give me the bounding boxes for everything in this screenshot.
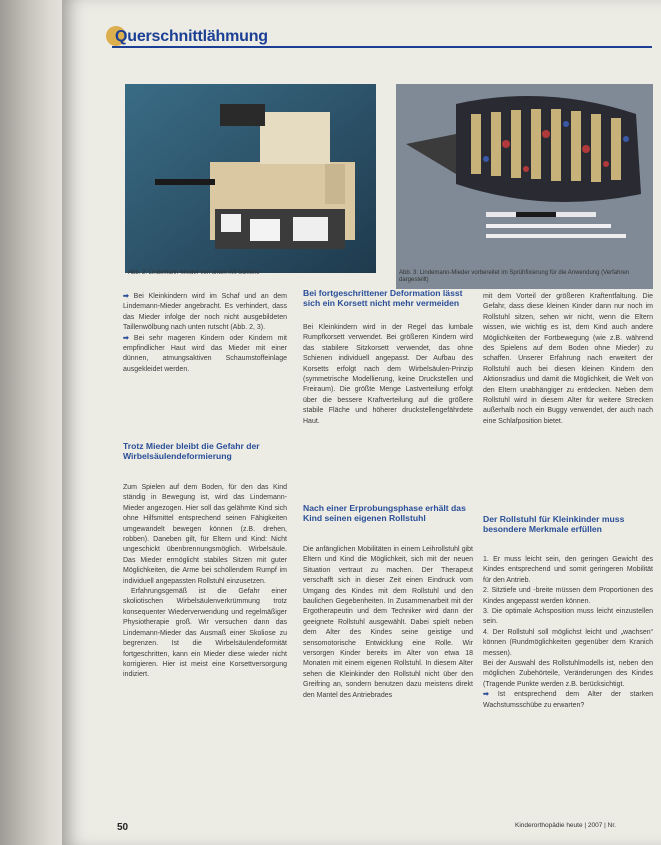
figure-1-caption: Abb. 2: Lindemann-Mieder von unten mit Schiene <box>128 270 260 276</box>
figure-2-drawing <box>396 84 653 289</box>
list-item: 1. Er muss leicht sein, den geringen Gewicht des Kindes entsprechend und somit geringeren Mobilität für den Antrieb. <box>483 556 653 584</box>
col3-bullet <box>483 690 653 711</box>
col3-paragraph-1: mit dem Vorteil der größeren Kraftentfaltung. Die Gefahr, dass diese kleinen Kinder dann nur noch im Rollstuhl sitzen, sehen wir nicht, wenn die Eltern wissen, wie wichtig es ist, dem Kind auch andere Möglichkeiten der Fortbewegung (wie z.B. während des Spielens auf dem Boden ohne Mieder) zu schaffen. Unserer Erfahrung nach erweitert der Rollstuhl auch bei diesen kleinen Kindern den Aktionsradius und damit die Möglichkeit, die Welt von den Eltern unabhängiger zu entdecken. Neben dem Rollstuhl wird in diesem Alter für weitere Strecken außerhalb noch ein Buggy verwendet, der auch nach eine Schlafposition bietet. <box>483 293 653 425</box>
magazine-footer: Kinderorthopädie heute | 2007 | Nr. <box>515 822 616 829</box>
list-item: 4. Der Rollstuhl soll möglichst leicht und „wachsen“ können (Rundmöglichkeiten gegenüber dem Kranich messen). <box>483 628 653 657</box>
col2-paragraph-2: Die anfänglichen Mobilitäten in einem Leihrollstuhl gibt Eltern und Kind die Möglichkeit, sich mit der neuen Situation vertraut zu machen. Der Therapeut verschafft sich in dieser Zeit einen Eindruck vom Umgang des Kindes mit dem Rollstuhl und den baulichen Gegebenheiten. In Zusammenarbeit mit der Ergotherapeutin und dem Techniker wird dann der geeignete Rollstuhl ausgewählt. Dabei spielt neben dem Alter des Kindes seine geistige und sensomotorische Entwicklung eine Rolle. Wir versorgen Kinder bereits im Alter von etwa 18 Monaten mit einem eigenen Rollstuhl. In diesem Alter sehen die Kleinkinder den Rollstuhl nicht über den Greifring an, sondern benutzen dazu meistens direkt den Mantel des Antriebrades <box>303 546 473 699</box>
arrow-bullet-icon: ➡ <box>123 293 129 300</box>
col1-heading: Trotz Mieder bleibt die Gefahr der Wirbelsäulendeformierung <box>123 441 260 461</box>
list-item: 3. Die optimale Achsposition muss leicht einzustellen sein. <box>483 608 653 626</box>
bullet-1-text: Bei Kleinkindern wird im Schaf und an dem Lindemann-Mieder angebracht. Es verhindert, dass das Mieder infolge der noch nicht ausgebildeten Taillenwölbung nach unten rutscht (Abb. 2, 3). <box>123 293 287 332</box>
col2-paragraph-1: Bei Kleinkindern wird in der Regel das lumbale Rumpfkorsett verwendet. Bei größeren Kindern wird das stabilere Sitzkorsett verwendet, das ohne Schienen individuell angepasst. Der Aufbau des Korsetts erfolgt nach dem Wirbelsäulen-Prinzip (symmetrische Modellierung, keine Druckstellen und Freiraum). Die größte Menge Lastverteilung erfolgt über die bessere Kraftverteilung auf die größere stabile Fläche und höherer druckstellengefährdete Haut. <box>303 324 473 425</box>
page-title: Querschnittlähmung <box>115 28 268 45</box>
page-number: 50 <box>117 822 129 833</box>
bullet-2-text: Bei sehr mageren Kindern oder Kindern mit empfindlicher Haut wird das Mieder mit einer dünnen, atmungsaktiven Schaumstoffeinlage ausgekleidet werden. <box>123 334 287 373</box>
col1-paragraph-2: Erfahrungsgemäß ist die Gefahr einer skoliotischen Wirbelsäulenverkrümmung trotz konsequenter Wiederverwendung und regelmäßiger Physiotherapie groß. Wir versuchen dann das Lindemann-Mieder das Ausmaß einer Skoliose zu begrenzen. Ist die Wirbelsäulendeformität fortgeschritten, kann ein Mieder diese wieder nicht korrigieren. Hier ist meist eine Korsettversorgung indiziert. <box>123 588 287 679</box>
column-1-body <box>123 483 287 681</box>
col3-list <box>483 555 653 711</box>
figure-1-photo <box>125 84 376 273</box>
book-binding <box>0 0 62 845</box>
col3-paragraph-2: Bei der Auswahl des Rollstuhlmodells ist, neben den möglichen Zubehörteile, Veränderungen des Kindes (Tragende Punkte werden z.B. berücksichtigt. <box>483 660 653 688</box>
figure-1-drawing <box>125 84 376 273</box>
column-1 <box>123 292 287 375</box>
bullet-2 <box>123 334 287 376</box>
col1-paragraph-1: Zum Spielen auf dem Boden, für den das Kind ständig in Bewegung ist, wird das Lindemann-Mieder angezogen. Hier soll das gelähmte Kind sich ohne Hilfsmittel entsprechend seinen Fähigkeiten umgewandelt bewegen können (z.B. drehen, robben). Daneben gilt, für Eltern und Kind: Nicht ungeschickt übenbrennungsmöglich. Wirbelsäule. Das Mieder ermöglicht stabiles Sitzen mit guter Möglichkeiten, die Arme bei schöllendem Rumpf im individuell angepassten Rollstuhl einzusetzen. <box>123 484 287 585</box>
col3-heading: Der Rollstuhl für Kleinkinder muss besondere Merkmale erfüllen <box>483 514 625 534</box>
list-item: 2. Sitztiefe und -breite müssen dem Proportionen des Kindes angepasst werden können. <box>483 587 653 605</box>
header-rule <box>112 46 652 48</box>
col3-bullet-text: Ist entsprechend dem Alter der starken Wachstumsschübe zu erwarten? <box>483 691 653 709</box>
figure-2-caption: Abb. 3: Lindemann-Mieder vorbereitet im Sprühfixierung für die Anwendung (Verfahren dargestellt) <box>399 270 630 283</box>
bullet-1 <box>123 292 287 334</box>
col2-heading-2: Nach einer Erprobungsphase erhält das Kind seinen eigenen Rollstuhl <box>303 503 466 523</box>
arrow-bullet-icon: ➡ <box>483 691 489 699</box>
arrow-bullet-icon: ➡ <box>123 334 129 342</box>
figure-2-photo <box>396 84 653 289</box>
col2-heading-1: Bei fortgeschrittener Deformation lässt sich ein Korsett nicht mehr vermeiden <box>303 288 463 308</box>
